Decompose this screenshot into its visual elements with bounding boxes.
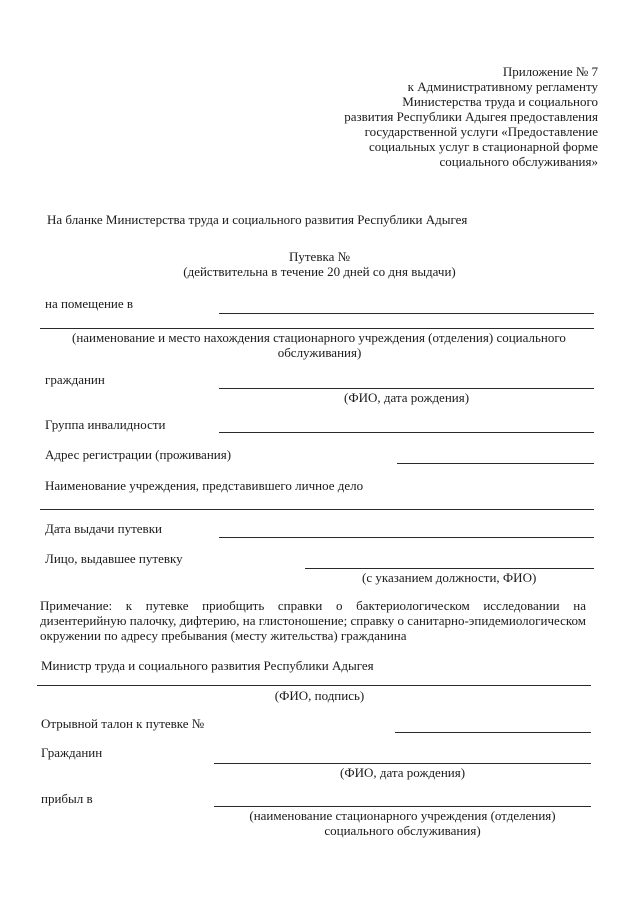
issue-date-line: [219, 537, 594, 538]
placement-caption-1: (наименование и место нахождения стационарного учреждения (отделения) социального: [72, 330, 566, 345]
header-line-4: развития Республики Адыгея предоставления: [344, 109, 598, 124]
placement-label: на помещение в: [45, 296, 134, 311]
citizen-label: гражданин: [45, 372, 105, 387]
issuer-label: Лицо, выдавшее путевку: [45, 551, 183, 566]
disability-line: [219, 432, 594, 433]
stub-citizen-line: [214, 763, 591, 764]
stub-line: [395, 732, 591, 733]
voucher-title: Путевка №: [288, 249, 351, 264]
stub-label: Отрывной талон к путевке №: [41, 716, 205, 731]
minister-label: Министр труда и социального развития Республики Адыгея: [41, 658, 374, 673]
stub-citizen-label: Гражданин: [41, 745, 103, 760]
blank-note: На бланке Министерства труда и социального развития Республики Адыгея: [47, 212, 468, 227]
arrived-line: [214, 806, 591, 807]
note-block: [40, 598, 586, 643]
placement-caption-2: обслуживания): [277, 345, 362, 360]
header-line-2: к Административному регламенту: [407, 79, 598, 94]
placement-line-2: [40, 328, 594, 329]
institution-label: Наименование учреждения, представившего личное дело: [45, 478, 364, 493]
address-label: Адрес регистрации (проживания): [45, 447, 232, 462]
header-line-3: Министерства труда и социального: [402, 94, 598, 109]
header-line-1: Приложение № 7: [502, 64, 598, 79]
citizen-line: [219, 388, 594, 389]
arrived-label: прибыл в: [41, 791, 93, 806]
header-line-5: государственной услуги «Предоставление: [364, 124, 598, 139]
note-line-2: дизентерийную палочку, дифтерию, на глистоношение; справку о санитарно-эпидемиологическом: [40, 613, 586, 628]
issuer-line: [305, 568, 594, 569]
note-line-3: окружении по адресу пребывания (месту жительства) гражданина: [40, 628, 407, 643]
arrived-caption-1: (наименование стационарного учреждения (отделения): [249, 808, 556, 823]
placement-line-1: [219, 313, 594, 314]
minister-caption: (ФИО, подпись): [274, 688, 365, 703]
institution-line: [40, 509, 594, 510]
issue-date-label: Дата выдачи путевки: [45, 521, 162, 536]
voucher-validity: (действительна в течение 20 дней со дня выдачи): [183, 264, 456, 279]
minister-line: [37, 685, 591, 686]
citizen-caption: (ФИО, дата рождения): [344, 390, 470, 405]
disability-label: Группа инвалидности: [45, 417, 166, 432]
issuer-caption: (с указанием должности, ФИО): [362, 570, 537, 585]
address-line: [397, 463, 594, 464]
stub-citizen-caption: (ФИО, дата рождения): [340, 765, 466, 780]
note-line-1: Примечание: к путевке приобщить справки о бактериологическом исследовании на: [40, 598, 586, 613]
header-line-7: социального обслуживания»: [439, 154, 598, 169]
header-line-6: социальных услуг в стационарной форме: [368, 139, 598, 154]
arrived-caption-2: социального обслуживания): [324, 823, 481, 838]
